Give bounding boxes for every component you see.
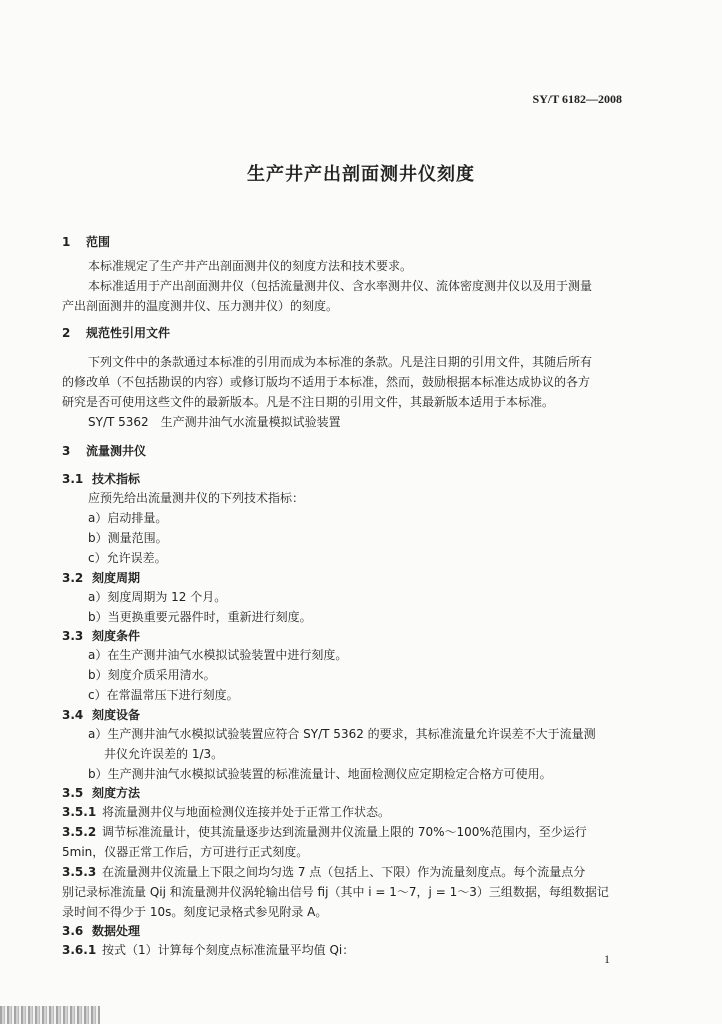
clause-line: 3.5.1 将流量测井仪与地面检测仪连接并处于正常工作状态。 [62,805,391,819]
body-line: 研究是否可使用这些文件的最新版本。凡是不注日期的引用文件，其最新版本适用于本标准。 [62,395,555,409]
list-item: c）在常温常压下进行刻度。 [88,688,239,702]
section-heading: 2 规范性引用文件 [62,326,171,340]
list-item: a）刻度周期为 12 个月。 [88,590,227,604]
list-item: c）允许误差。 [88,551,167,565]
body-line: 本标准规定了生产井产出剖面测井仪的刻度方法和技术要求。 [88,259,413,273]
list-item: b）测量范围。 [88,531,168,545]
section-heading: 3 流量测井仪 [62,444,147,458]
section-heading: 1 范围 [62,235,111,249]
list-item: b）生产测井油气水模拟试验装置的标准流量计、地面检测仪应定期检定合格方可使用。 [88,767,552,781]
body-line: 的修改单（不包括勘误的内容）或修订版均不适用于本标准，然而，鼓励根据本标准达成协议的各方 [62,375,591,389]
body-line: 5min，仪器正常工作后，方可进行正式刻度。 [62,845,309,859]
body-line: 本标准适用于产出剖面测井仪（包括流量测井仪、含水率测井仪、流体密度测井仪以及用于测量 [88,279,593,293]
subsection-heading: 3.3 刻度条件 [62,629,141,643]
list-item: a）启动排量。 [88,511,168,525]
subsection-heading: 3.2 刻度周期 [62,571,141,585]
body-line: 产出剖面测井的温度测井仪、压力测井仪）的刻度。 [62,299,339,313]
subsection-heading: 3.5 刻度方法 [62,786,141,800]
reference-line: SY/T 5362 生产测井油气水流量模拟试验装置 [88,415,341,429]
body-line: 录时间不得少于 10s。刻度记录格式参见附录 A。 [62,905,328,919]
standard-number: SY/T 6182—2008 [532,92,622,106]
subsection-heading: 3.6 数据处理 [62,924,141,938]
body-line: 应预先给出流量测井仪的下列技术指标： [88,491,305,505]
body-line: 下列文件中的条款通过本标准的引用而成为本标准的条款。凡是注日期的引用文件，其随后所有 [88,355,593,369]
list-item: a）生产测井油气水模拟试验装置应符合 SY/T 5362 的要求，其标准流量允许误差不大于流量测 [88,727,596,741]
list-item: b）当更换重要元器件时，重新进行刻度。 [88,610,312,624]
subsection-heading: 3.1 技术指标 [62,472,141,486]
body-line: 别记录标准流量 Qij 和流量测井仪涡轮输出信号 fij（其中 i = 1～7，j = 1～3）三组数据，每组数据记 [62,885,609,899]
scan-artifact [0,1006,100,1024]
page-number: 1 [604,952,610,966]
subsection-heading: 3.4 刻度设备 [62,708,141,722]
list-item: b）刻度介质采用清水。 [88,668,216,682]
list-item: a）在生产测井油气水模拟试验装置中进行刻度。 [88,648,348,662]
clause-line: 3.6.1 按式（1）计算每个刻度点标准流量平均值 Qi： [62,943,355,957]
clause-line: 3.5.2 调节标准流量计，使其流量逐步达到流量测井仪流量上限的 70%～100%范围内，至少运行 [62,825,587,839]
list-item: 井仪允许误差的 1/3。 [104,747,224,761]
document-title: 生产井产出剖面测井仪刻度 [247,164,475,185]
clause-line: 3.5.3 在流量测井仪流量上下限之间均匀选 7 点（包括上、下限）作为流量刻度点。每个流量点分 [62,865,586,879]
